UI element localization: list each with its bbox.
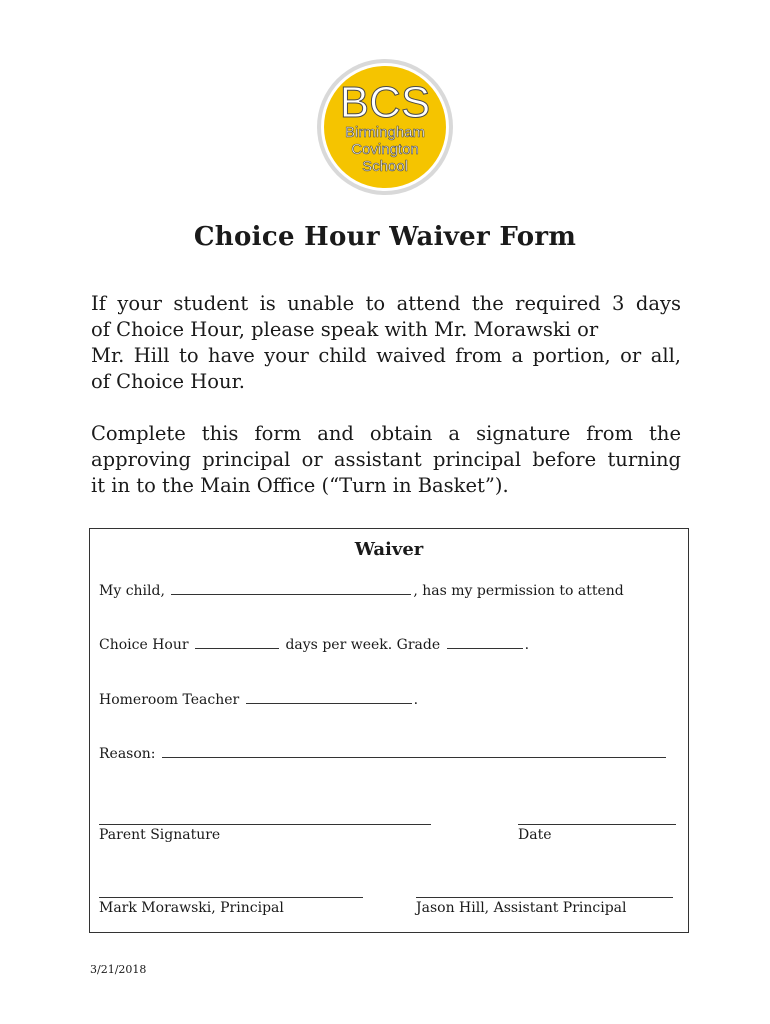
- date-line[interactable]: [518, 824, 676, 825]
- child-suffix: , has my permission to attend: [413, 583, 624, 599]
- choice-middle: days per week. Grade: [285, 637, 441, 653]
- reason-prefix: Reason:: [99, 746, 156, 762]
- principal-label: Mark Morawski, Principal: [99, 900, 284, 916]
- teacher-line: [99, 690, 418, 708]
- reason-field[interactable]: [162, 744, 666, 758]
- child-line: [99, 581, 624, 599]
- date-label: Date: [518, 827, 552, 843]
- homeroom-teacher-field[interactable]: [246, 690, 412, 704]
- reason-line: [99, 744, 668, 762]
- footer-date: 3/21/2018: [90, 963, 147, 976]
- intro-p2-line-2: approving principal or assistant principal before turning: [91, 448, 681, 471]
- school-logo-seal: [315, 57, 455, 197]
- intro-p1-line-4: of Choice Hour.: [91, 370, 245, 393]
- choice-suffix: .: [524, 637, 530, 653]
- logo-initials: BCS: [339, 78, 431, 127]
- intro-paragraph-1: [91, 291, 681, 395]
- waiver-heading: Waiver: [354, 539, 424, 560]
- teacher-prefix: Homeroom Teacher: [99, 692, 240, 708]
- intro-p1-line-2: of Choice Hour, please speak with Mr. Morawski or: [91, 318, 599, 341]
- school-logo: [315, 57, 455, 197]
- waiver-box: [89, 528, 689, 933]
- teacher-suffix: .: [413, 692, 419, 708]
- intro-p2-line-3: it in to the Main Office (“Turn in Basket”).: [91, 474, 509, 497]
- parent-signature-line[interactable]: [99, 824, 431, 825]
- assistant-principal-signature-line[interactable]: [416, 897, 673, 898]
- grade-field[interactable]: [447, 635, 523, 649]
- page-title: Choice Hour Waiver Form: [193, 222, 577, 252]
- assistant-principal-label: Jason Hill, Assistant Principal: [416, 900, 627, 916]
- child-prefix: My child,: [99, 583, 165, 599]
- choice-line: [99, 635, 529, 653]
- child-name-field[interactable]: [171, 581, 411, 595]
- logo-line-3: School: [362, 158, 408, 175]
- intro-paragraph-2: [91, 421, 681, 499]
- logo-line-1: Birmingham: [344, 124, 426, 141]
- intro-p1-line-1: If your student is unable to attend the required 3 days: [91, 292, 681, 315]
- intro-p2-line-1: Complete this form and obtain a signature from the: [91, 422, 681, 445]
- intro-p1-line-3: Mr. Hill to have your child waived from a portion, or all,: [91, 344, 681, 367]
- logo-line-2: Covington: [351, 141, 419, 158]
- choice-prefix: Choice Hour: [99, 637, 189, 653]
- days-per-week-field[interactable]: [195, 635, 279, 649]
- principal-signature-line[interactable]: [99, 897, 363, 898]
- parent-signature-label: Parent Signature: [99, 827, 221, 843]
